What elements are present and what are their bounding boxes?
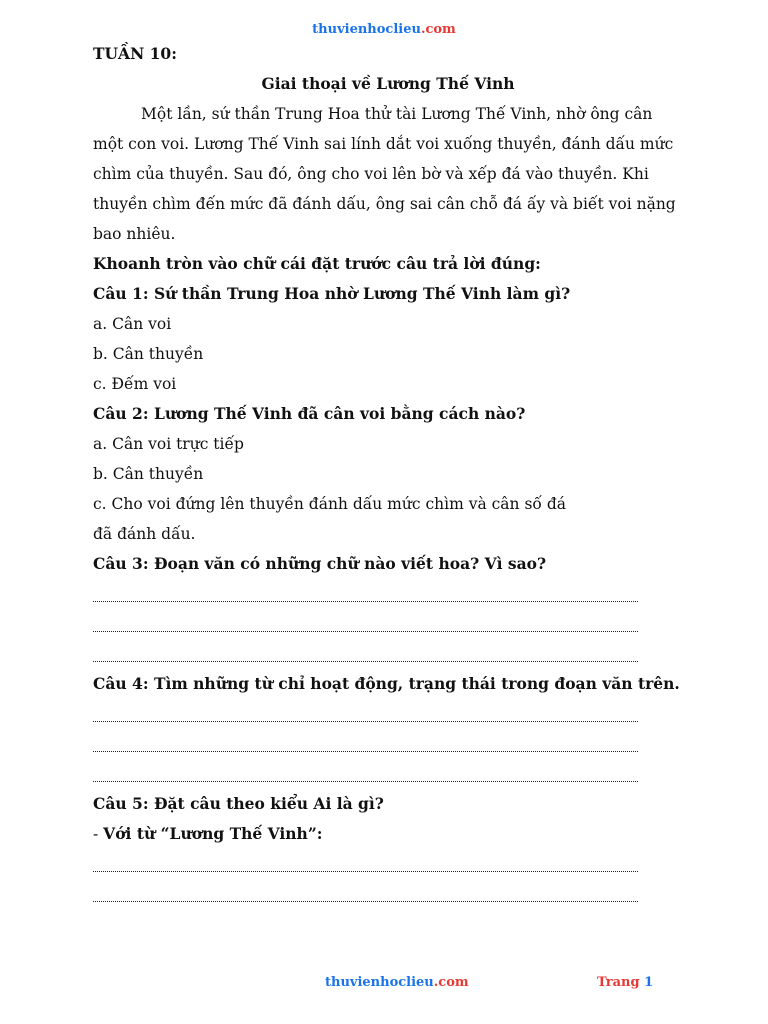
site-footer[interactable] [325, 975, 469, 990]
q5-subprompt [93, 819, 683, 849]
site-name: thuvienhoclieu [312, 22, 421, 37]
q2-option-a[interactable]: a. Cân voi trực tiếp [93, 435, 244, 453]
q5-subprompt-label: Với từ “Lương Thế Vinh”: [103, 824, 323, 843]
answer-line[interactable] [93, 639, 683, 669]
story-title: Giai thoại về Lương Thế Vinh [261, 74, 515, 93]
question-4: Câu 4: Tìm những từ chỉ hoạt động, trạng thái trong đoạn văn trên. [93, 674, 680, 693]
q1-option-b[interactable]: b. Cân thuyền [93, 345, 204, 363]
question-2: Câu 2: Lương Thế Vinh đã cân voi bằng cách nào? [93, 404, 526, 423]
question-3: Câu 3: Đoạn văn có những chữ nào viết hoa? Vì sao? [93, 554, 547, 573]
paragraph-line: chìm của thuyền. Sau đó, ông cho voi lên bờ và xếp đá vào thuyền. Khi [93, 165, 649, 183]
answer-line[interactable] [93, 849, 683, 879]
question-5: Câu 5: Đặt câu theo kiểu Ai là gì? [93, 794, 384, 813]
answer-line[interactable] [93, 579, 683, 609]
answer-line[interactable] [93, 759, 683, 789]
q2-option-c-continued: đã đánh dấu. [93, 525, 196, 543]
page-label: Trang [597, 975, 645, 990]
answer-line[interactable] [93, 699, 683, 729]
story-paragraph [93, 99, 683, 249]
site-tld: .com [420, 22, 456, 37]
week-heading: TUẦN 10: [93, 44, 177, 63]
page-number-value: 1 [644, 975, 654, 990]
instruction: Khoanh tròn vào chữ cái đặt trước câu trả lời đúng: [93, 254, 541, 273]
q2-option-b[interactable]: b. Cân thuyền [93, 465, 204, 483]
paragraph-line: bao nhiêu. [93, 225, 176, 243]
q1-option-c[interactable]: c. Đếm voi [93, 375, 177, 393]
paragraph-line: một con voi. Lương Thế Vinh sai lính dắt voi xuống thuyền, đánh dấu mức [93, 135, 674, 153]
document-body [93, 39, 683, 909]
page-number [597, 975, 653, 990]
q2-option-c[interactable]: c. Cho voi đứng lên thuyền đánh dấu mức chìm và cân số đá [93, 495, 566, 513]
footer-site-name: thuvienhoclieu [325, 975, 434, 990]
answer-line[interactable] [93, 729, 683, 759]
answer-line[interactable] [93, 609, 683, 639]
site-header[interactable] [0, 22, 768, 37]
answer-line[interactable] [93, 879, 683, 909]
q1-option-a[interactable]: a. Cân voi [93, 315, 172, 333]
question-1: Câu 1: Sứ thần Trung Hoa nhờ Lương Thế Vinh làm gì? [93, 284, 571, 303]
footer-site-tld: .com [433, 975, 469, 990]
paragraph-line: thuyền chìm đến mức đã đánh dấu, ông sai cân chỗ đá ấy và biết voi nặng [93, 195, 676, 213]
q5-subprompt-dash: - [93, 825, 104, 843]
paragraph-line: Một lần, sứ thần Trung Hoa thử tài Lương Thế Vinh, nhờ ông cân [141, 105, 653, 123]
